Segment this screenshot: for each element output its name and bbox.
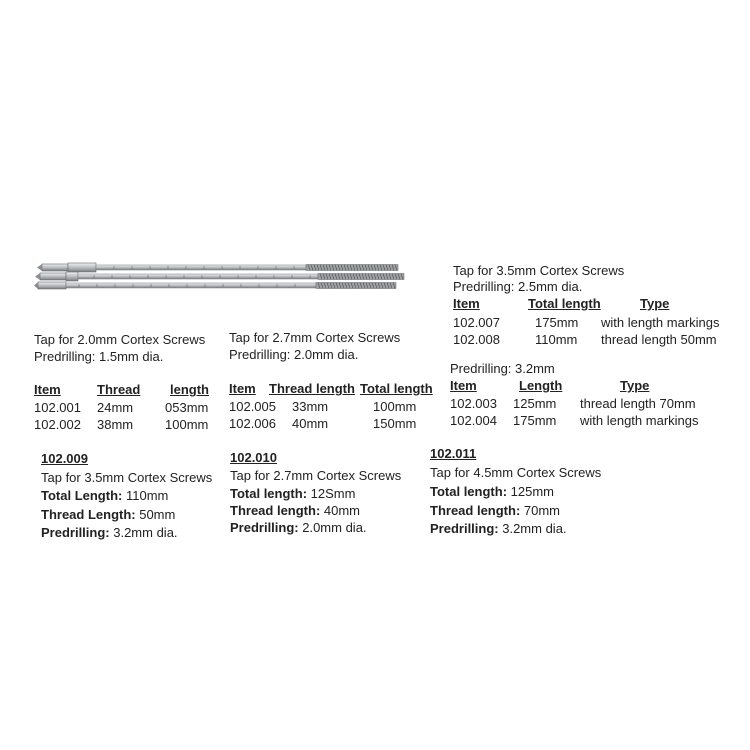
table-cell: with length markings xyxy=(580,413,699,428)
table-cell: 102.001 xyxy=(34,400,81,415)
group-27-title: Tap for 2.7mm Cortex Screws xyxy=(229,330,401,345)
group-35b-predrill: Predrilling: 3.2mm xyxy=(450,361,555,376)
item-010-predrill xyxy=(230,519,367,536)
item-009-predrill xyxy=(41,524,178,541)
item-009-thread xyxy=(41,506,175,523)
item-009-thread-label: Thread Length: xyxy=(41,507,136,522)
table-cell: 175mm xyxy=(535,315,579,330)
table-cell: with length markings xyxy=(601,315,720,330)
table-cell: thread length 50mm xyxy=(601,332,717,347)
item-011-total-label: Total length: xyxy=(430,484,508,499)
table-cell: thread length 70mm xyxy=(580,396,696,411)
item-011-thread-value: 70mm xyxy=(520,503,561,518)
item-011-predrill-value: 3.2mm dia. xyxy=(498,521,567,536)
item-009-total-value: 110mm xyxy=(122,488,169,503)
item-009-thread-value: 50mm xyxy=(135,507,176,522)
group-35-header-type: Type xyxy=(640,296,670,311)
group-35b-header-length: Length xyxy=(519,378,563,393)
item-010-thread-value: 40mm xyxy=(320,503,361,518)
item-009-predrill-value: 3.2mm dia. xyxy=(109,525,178,540)
group-35-header-item: Item xyxy=(453,296,480,311)
item-011-total-value: 125mm xyxy=(507,484,554,499)
group-27-header-item: Item xyxy=(229,381,256,396)
table-cell: 100mm xyxy=(165,417,209,432)
group-20-header-thread: Thread xyxy=(97,382,141,397)
taps-product-photo xyxy=(34,258,414,298)
tap-2 xyxy=(35,272,404,281)
item-011-predrill xyxy=(430,520,567,537)
group-20-predrill: Predrilling: 1.5mm dia. xyxy=(34,349,164,364)
group-20-header-length: length xyxy=(170,382,209,397)
group-35-title: Tap for 3.5mm Cortex Screws xyxy=(453,263,625,278)
item-010-total-value: 12Smm xyxy=(307,486,356,501)
item-011-total xyxy=(430,483,554,500)
item-010-total-label: Total length: xyxy=(230,486,308,501)
item-010-predrill-value: 2.0mm dia. xyxy=(298,520,367,535)
item-009-code: 102.009 xyxy=(41,451,88,466)
table-cell: 175mm xyxy=(513,413,557,428)
group-35b-header-item: Item xyxy=(450,378,477,393)
table-cell: 102.002 xyxy=(34,417,81,432)
item-010-code: 102.010 xyxy=(230,450,277,465)
group-35-predrill: Predrilling: 2.5mm dia. xyxy=(453,279,583,294)
item-010-thread xyxy=(230,502,360,519)
item-009-predrill-label: Predrilling: xyxy=(41,525,110,540)
tap-3 xyxy=(34,282,396,289)
group-20-header-item: Item xyxy=(34,382,61,397)
table-cell: 102.005 xyxy=(229,399,276,414)
group-35-header-total: Total length xyxy=(528,296,601,311)
group-27-predrill: Predrilling: 2.0mm dia. xyxy=(229,347,359,362)
item-009-title: Tap for 3.5mm Cortex Screws xyxy=(41,470,213,485)
item-010-predrill-label: Predrilling: xyxy=(230,520,299,535)
group-27-header-total: Total length xyxy=(360,381,433,396)
table-cell: 24mm xyxy=(97,400,134,415)
table-cell: 102.003 xyxy=(450,396,497,411)
item-011-title: Tap for 4.5mm Cortex Screws xyxy=(430,465,602,480)
table-cell: 102.008 xyxy=(453,332,500,347)
table-cell: 40mm xyxy=(292,416,329,431)
table-cell: 053mm xyxy=(165,400,209,415)
item-009-total-label: Total Length: xyxy=(41,488,123,503)
group-35b-header-type: Type xyxy=(620,378,650,393)
item-010-title: Tap for 2.7mm Cortex Screws xyxy=(230,468,402,483)
item-009-total xyxy=(41,487,168,504)
table-cell: 102.004 xyxy=(450,413,497,428)
table-cell: 102.006 xyxy=(229,416,276,431)
group-27-header-thread: Thread length xyxy=(269,381,355,396)
table-cell: 100mm xyxy=(373,399,417,414)
table-cell: 125mm xyxy=(513,396,557,411)
table-cell: 110mm xyxy=(535,332,578,347)
table-cell: 38mm xyxy=(97,417,134,432)
item-011-code: 102.011 xyxy=(430,446,477,461)
item-011-thread xyxy=(430,502,560,519)
table-cell: 33mm xyxy=(292,399,329,414)
item-010-thread-label: Thread length: xyxy=(230,503,321,518)
group-20-title: Tap for 2.0mm Cortex Screws xyxy=(34,332,206,347)
table-cell: 150mm xyxy=(373,416,417,431)
table-cell: 102.007 xyxy=(453,315,500,330)
item-011-predrill-label: Predrilling: xyxy=(430,521,499,536)
item-011-thread-label: Thread length: xyxy=(430,503,521,518)
tap-1 xyxy=(37,263,398,272)
item-010-total xyxy=(230,485,355,502)
